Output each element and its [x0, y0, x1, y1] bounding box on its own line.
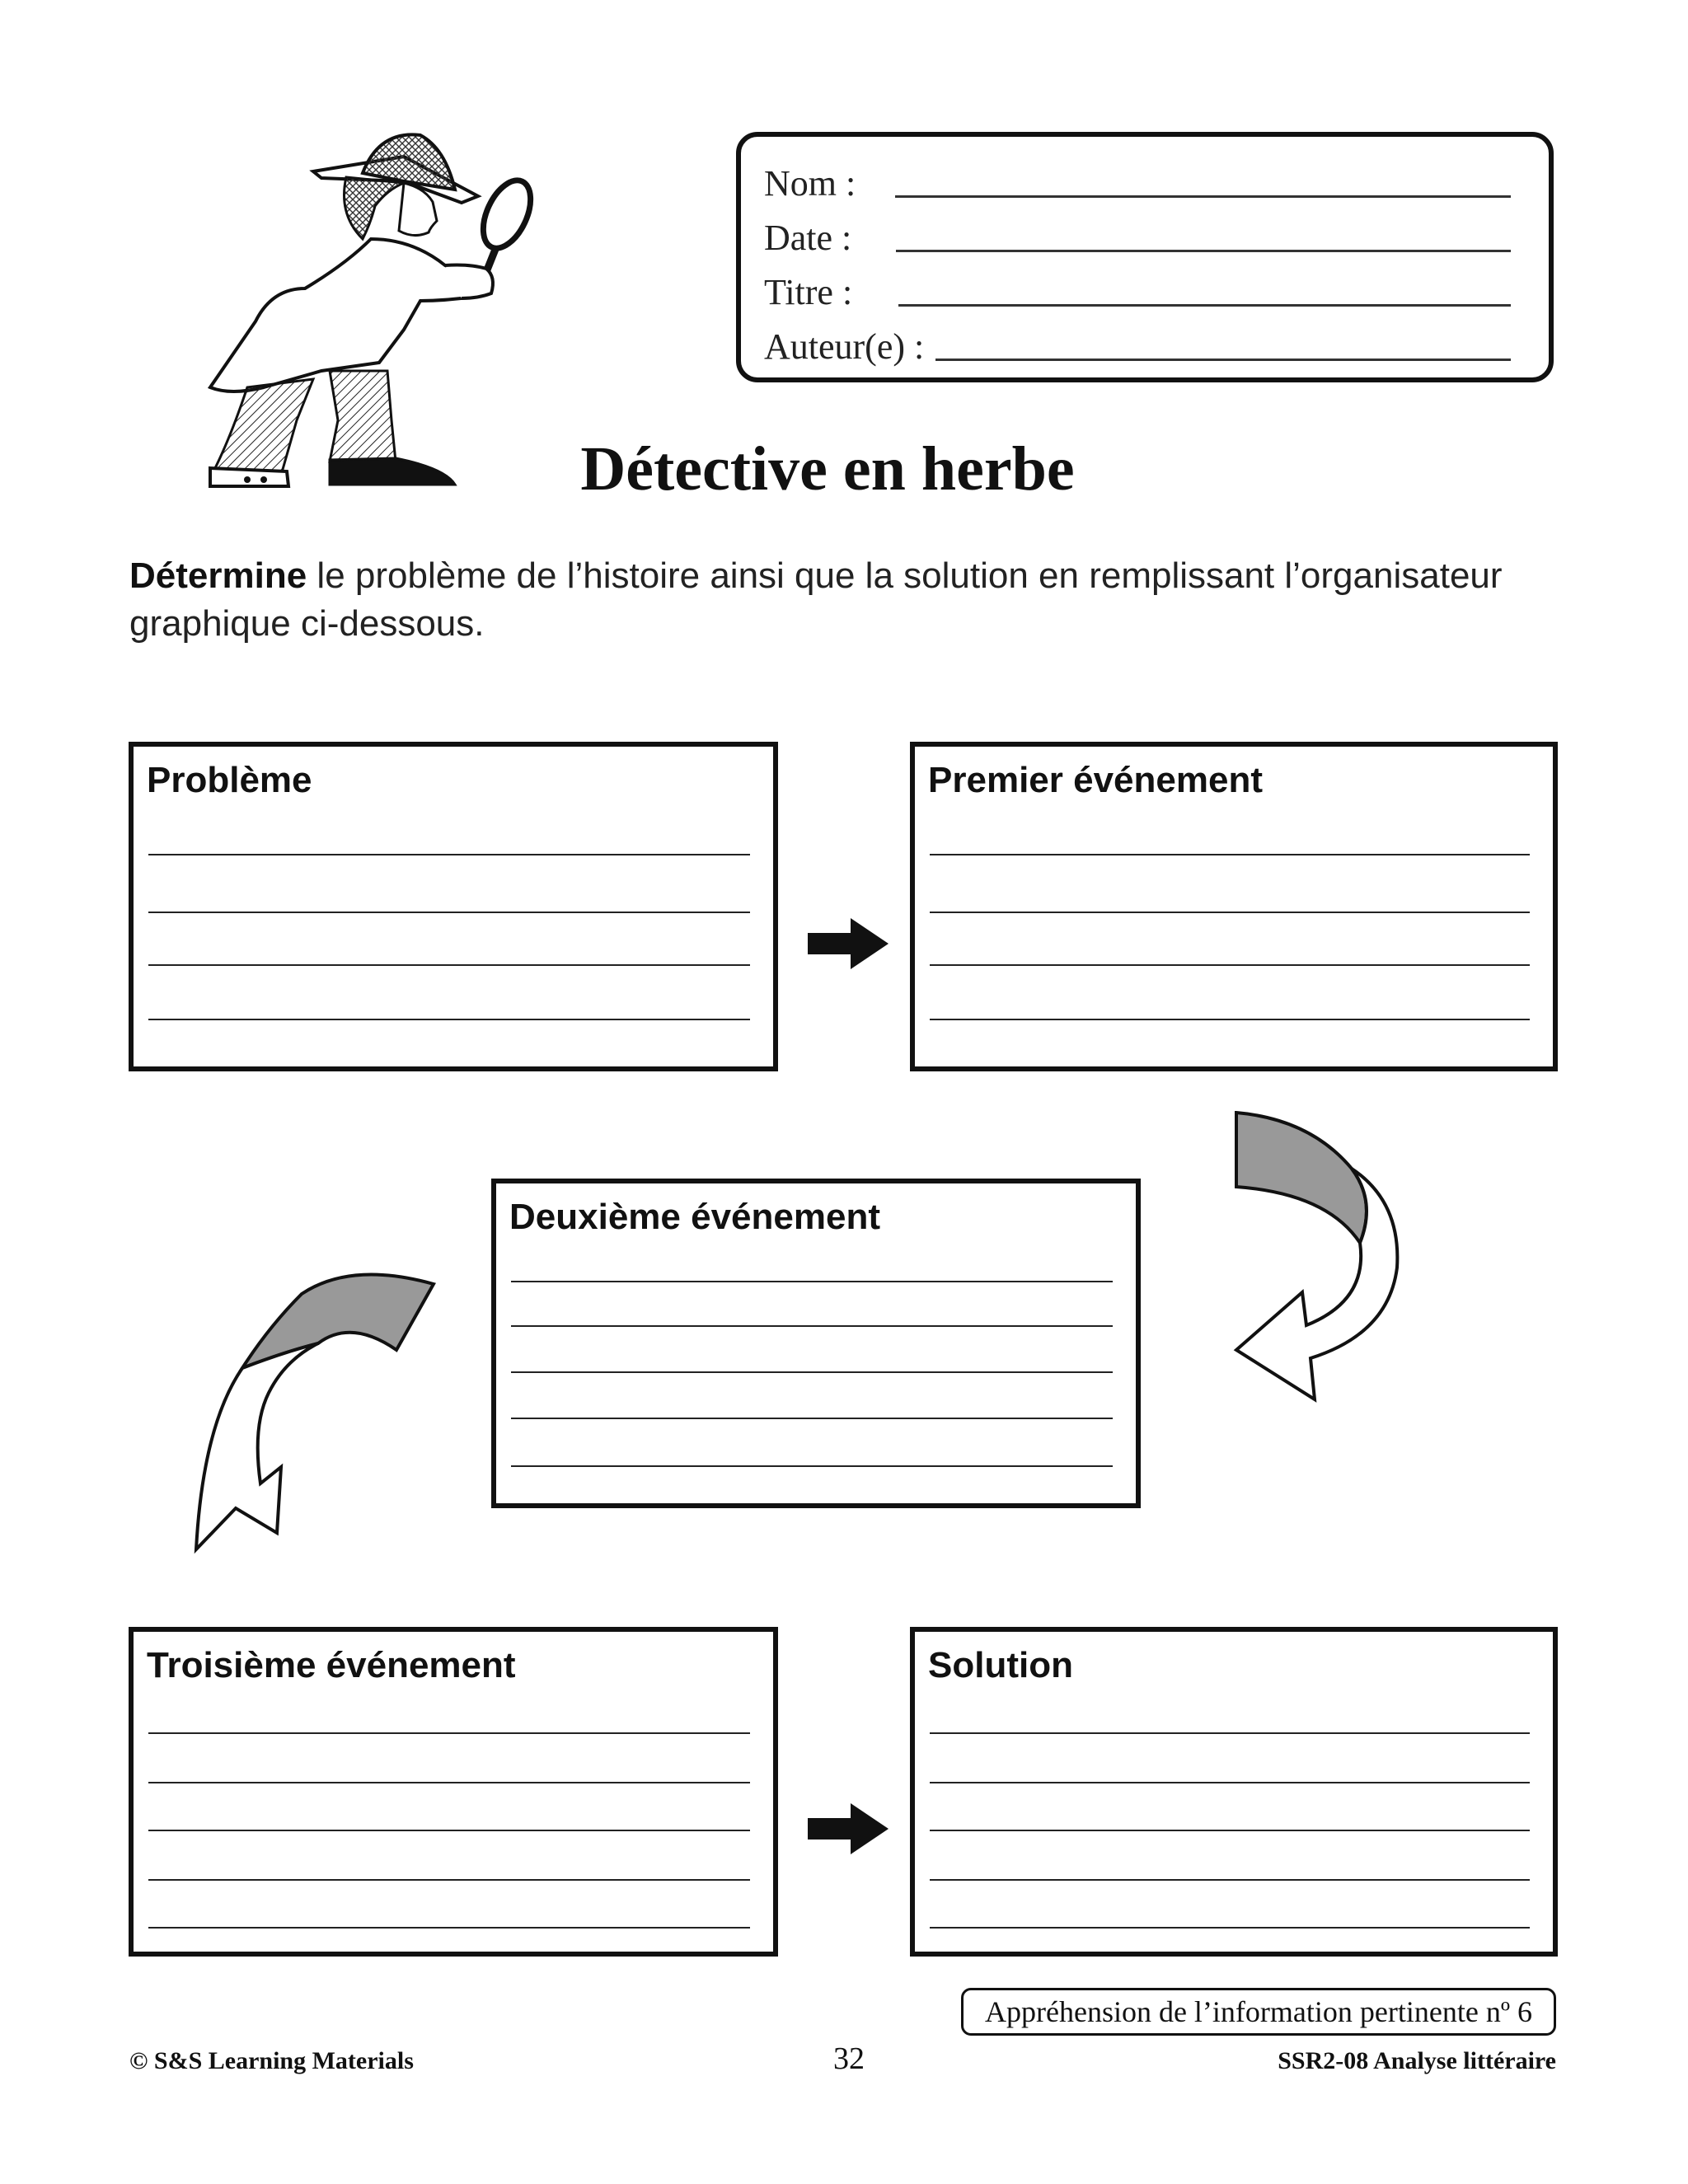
troisieme-evenement-box	[129, 1627, 778, 1957]
instructions	[129, 552, 1547, 648]
student-info-box	[736, 132, 1554, 382]
writing-line[interactable]	[930, 1830, 1530, 1831]
troisieme-evenement-title: Troisième événement	[147, 1645, 516, 1685]
date-row	[764, 209, 1511, 259]
author-row	[764, 318, 1511, 368]
writing-line[interactable]	[930, 1732, 1530, 1734]
writing-line[interactable]	[930, 1019, 1530, 1020]
writing-line[interactable]	[148, 1927, 750, 1929]
page-number: 32	[833, 2041, 865, 2076]
solution-box	[910, 1627, 1558, 1957]
writing-line[interactable]	[511, 1465, 1113, 1467]
writing-line[interactable]	[148, 1830, 750, 1831]
instructions-bold: Détermine	[129, 555, 307, 596]
name-row	[764, 155, 1511, 204]
writing-line[interactable]	[930, 1927, 1530, 1929]
writing-line[interactable]	[148, 1879, 750, 1881]
right-arrow-icon	[808, 915, 890, 972]
writing-line[interactable]	[148, 964, 750, 966]
writing-line[interactable]	[930, 912, 1530, 913]
writing-line[interactable]	[930, 1782, 1530, 1783]
writing-line[interactable]	[511, 1325, 1113, 1327]
deuxieme-evenement-title: Deuxième événement	[509, 1197, 880, 1237]
writing-line[interactable]	[930, 964, 1530, 966]
writing-line[interactable]	[148, 912, 750, 913]
skill-badge: Appréhension de l’information pertinente nº 6	[961, 1988, 1556, 2036]
deuxieme-evenement-box	[491, 1179, 1141, 1508]
writing-line[interactable]	[930, 1879, 1530, 1881]
writing-line[interactable]	[930, 854, 1530, 855]
probleme-title: Problème	[147, 760, 312, 800]
curved-arrow-right-down-icon	[1228, 1111, 1475, 1416]
author-field[interactable]	[935, 359, 1511, 361]
writing-line[interactable]	[511, 1281, 1113, 1282]
series-label: SSR2-08 Analyse littéraire	[1278, 2047, 1556, 2074]
instructions-text: le problème de l’histoire ainsi que la solution en remplissant l’organisateur graphique ci-dessous.	[129, 555, 1503, 644]
writing-line[interactable]	[148, 1782, 750, 1783]
premier-evenement-title: Premier événement	[928, 760, 1263, 800]
date-field[interactable]	[896, 250, 1511, 252]
name-field[interactable]	[895, 195, 1511, 198]
title-row	[764, 264, 1511, 313]
writing-line[interactable]	[148, 1019, 750, 1020]
copyright: © S&S Learning Materials	[129, 2047, 414, 2074]
solution-title: Solution	[928, 1645, 1073, 1685]
writing-line[interactable]	[148, 1732, 750, 1734]
page-title: Détective en herbe	[580, 434, 1075, 504]
author-label: Auteur(e) :	[764, 326, 925, 367]
curved-arrow-left-down-icon	[186, 1261, 442, 1558]
right-arrow-icon	[808, 1800, 890, 1858]
writing-line[interactable]	[511, 1418, 1113, 1419]
writing-line[interactable]	[511, 1371, 1113, 1373]
probleme-box	[129, 742, 778, 1071]
premier-evenement-box	[910, 742, 1558, 1071]
title-field[interactable]	[898, 304, 1511, 307]
title-label: Titre :	[764, 272, 853, 312]
name-label: Nom :	[764, 163, 856, 204]
writing-line[interactable]	[148, 854, 750, 855]
date-label: Date :	[764, 218, 852, 258]
